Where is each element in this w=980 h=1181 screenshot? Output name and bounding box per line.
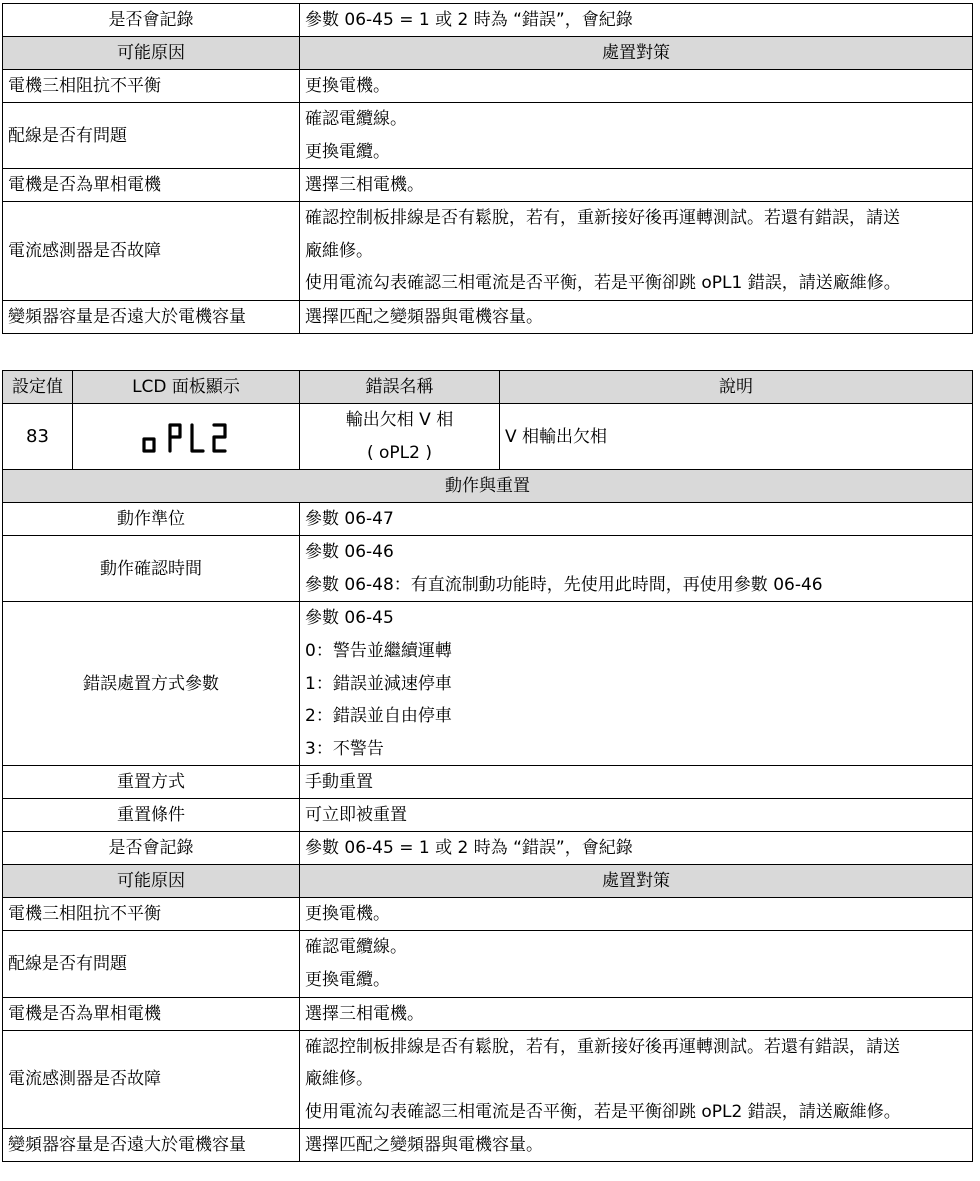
action-line: 更換電纜。 [305,969,390,990]
seven-segment-display-icon [138,417,234,457]
param-value: 手動重置 [300,766,973,799]
action-line: 更換電纜。 [305,141,390,162]
cause-text: 電機三相阻抗不平衡 [3,898,300,931]
fault-table-opl1-tail [2,3,973,334]
lcd-display [73,404,300,470]
param-row [3,832,973,865]
param-line: 參數 06-48：有直流制動功能時，先使用此時間，再使用參數 06-46 [305,574,823,595]
fault-name-cell [300,404,500,470]
param-line: 參數 06-46 [305,542,394,563]
fault-name: 輸出欠相 V 相 [345,410,454,430]
record-value: 參數 06-45 = 1 或 2 時為 “錯誤”，會紀錄 [300,4,973,37]
action-cell [300,931,973,997]
cause-text: 變頻器容量是否遠大於電機容量 [3,1129,300,1162]
cause-text: 電流感測器是否故障 [3,202,300,301]
fault-header-row [3,371,973,404]
cause-row [3,169,973,202]
cause-text: 電機是否為單相電機 [3,997,300,1030]
param-row [3,536,973,602]
param-line: 參數 06-45 [305,608,394,629]
section-title-row [3,470,973,503]
fault-code: ( oPL2 ) [366,442,432,463]
param-cell [300,602,973,766]
param-value: 參數 06-47 [300,503,973,536]
param-cell [300,536,973,602]
param-row [3,602,973,766]
action-text: 更換電機。 [300,898,973,931]
param-label: 動作準位 [3,503,300,536]
cause-text: 電機是否為單相電機 [3,169,300,202]
action-line: 確認控制板排線是否有鬆脫，若有，重新接好後再運轉測試。若還有錯誤，請送 [305,1036,900,1057]
lcd-header: LCD 面板顯示 [73,371,300,404]
param-line: 2：錯誤並自由停車 [305,706,452,727]
fault-name-header: 錯誤名稱 [300,371,500,404]
param-label: 重置條件 [3,799,300,832]
action-line: 確認控制板排線是否有鬆脫，若有，重新接好後再運轉測試。若還有錯誤，請送 [305,208,900,229]
cause-text: 變頻器容量是否遠大於電機容量 [3,300,300,333]
param-label: 是否會記錄 [3,832,300,865]
param-label: 重置方式 [3,766,300,799]
fault-info-row [3,404,973,470]
cause-text: 電機三相阻抗不平衡 [3,70,300,103]
cause-header-row [3,865,973,898]
param-row [3,766,973,799]
param-label: 動作確認時間 [3,536,300,602]
param-label: 錯誤處置方式參數 [3,602,300,766]
cause-row [3,997,973,1030]
action-reset-title: 動作與重置 [3,470,973,503]
action-text: 選擇匹配之變頻器與電機容量。 [300,1129,973,1162]
param-value: 可立即被重置 [300,799,973,832]
cause-row [3,931,973,997]
action-cell [300,103,973,169]
record-label: 是否會記錄 [3,4,300,37]
cause-header: 可能原因 [3,865,300,898]
action-line: 廠維修。 [305,1069,373,1090]
cause-text: 配線是否有問題 [3,103,300,169]
cause-row [3,70,973,103]
cause-row [3,1030,973,1129]
action-line: 廠維修。 [305,240,373,261]
action-text: 選擇匹配之變頻器與電機容量。 [300,300,973,333]
fault-description: V 相輸出欠相 [500,404,973,470]
action-header: 處置對策 [300,37,973,70]
cause-header-row [3,37,973,70]
param-line: 0：警告並繼續運轉 [305,640,452,661]
cause-row [3,1129,973,1162]
action-header: 處置對策 [300,865,973,898]
param-row [3,799,973,832]
cause-row [3,300,973,333]
setting-header: 設定值 [3,371,73,404]
param-value: 參數 06-45 = 1 或 2 時為 “錯誤”，會紀錄 [300,832,973,865]
cause-row [3,202,973,301]
description-header: 說明 [500,371,973,404]
action-text: 更換電機。 [300,70,973,103]
action-cell [300,1030,973,1129]
record-row [3,4,973,37]
action-line: 使用電流勾表確認三相電流是否平衡，若是平衡卻跳 oPL2 錯誤，請送廠維修。 [305,1101,901,1122]
setting-value: 83 [3,404,73,470]
action-line: 使用電流勾表確認三相電流是否平衡，若是平衡卻跳 oPL1 錯誤，請送廠維修。 [305,273,901,294]
action-text: 選擇三相電機。 [300,169,973,202]
cause-header: 可能原因 [3,37,300,70]
param-line: 1：錯誤並減速停車 [305,673,452,694]
param-line: 3：不警告 [305,738,384,759]
action-cell [300,202,973,301]
cause-text: 電流感測器是否故障 [3,1030,300,1129]
fault-table-opl2 [2,370,973,1162]
action-line: 確認電纜線。 [305,109,407,129]
action-line: 確認電纜線。 [305,937,407,958]
param-row [3,503,973,536]
action-text: 選擇三相電機。 [300,997,973,1030]
cause-row [3,898,973,931]
cause-row [3,103,973,169]
cause-text: 配線是否有問題 [3,931,300,997]
